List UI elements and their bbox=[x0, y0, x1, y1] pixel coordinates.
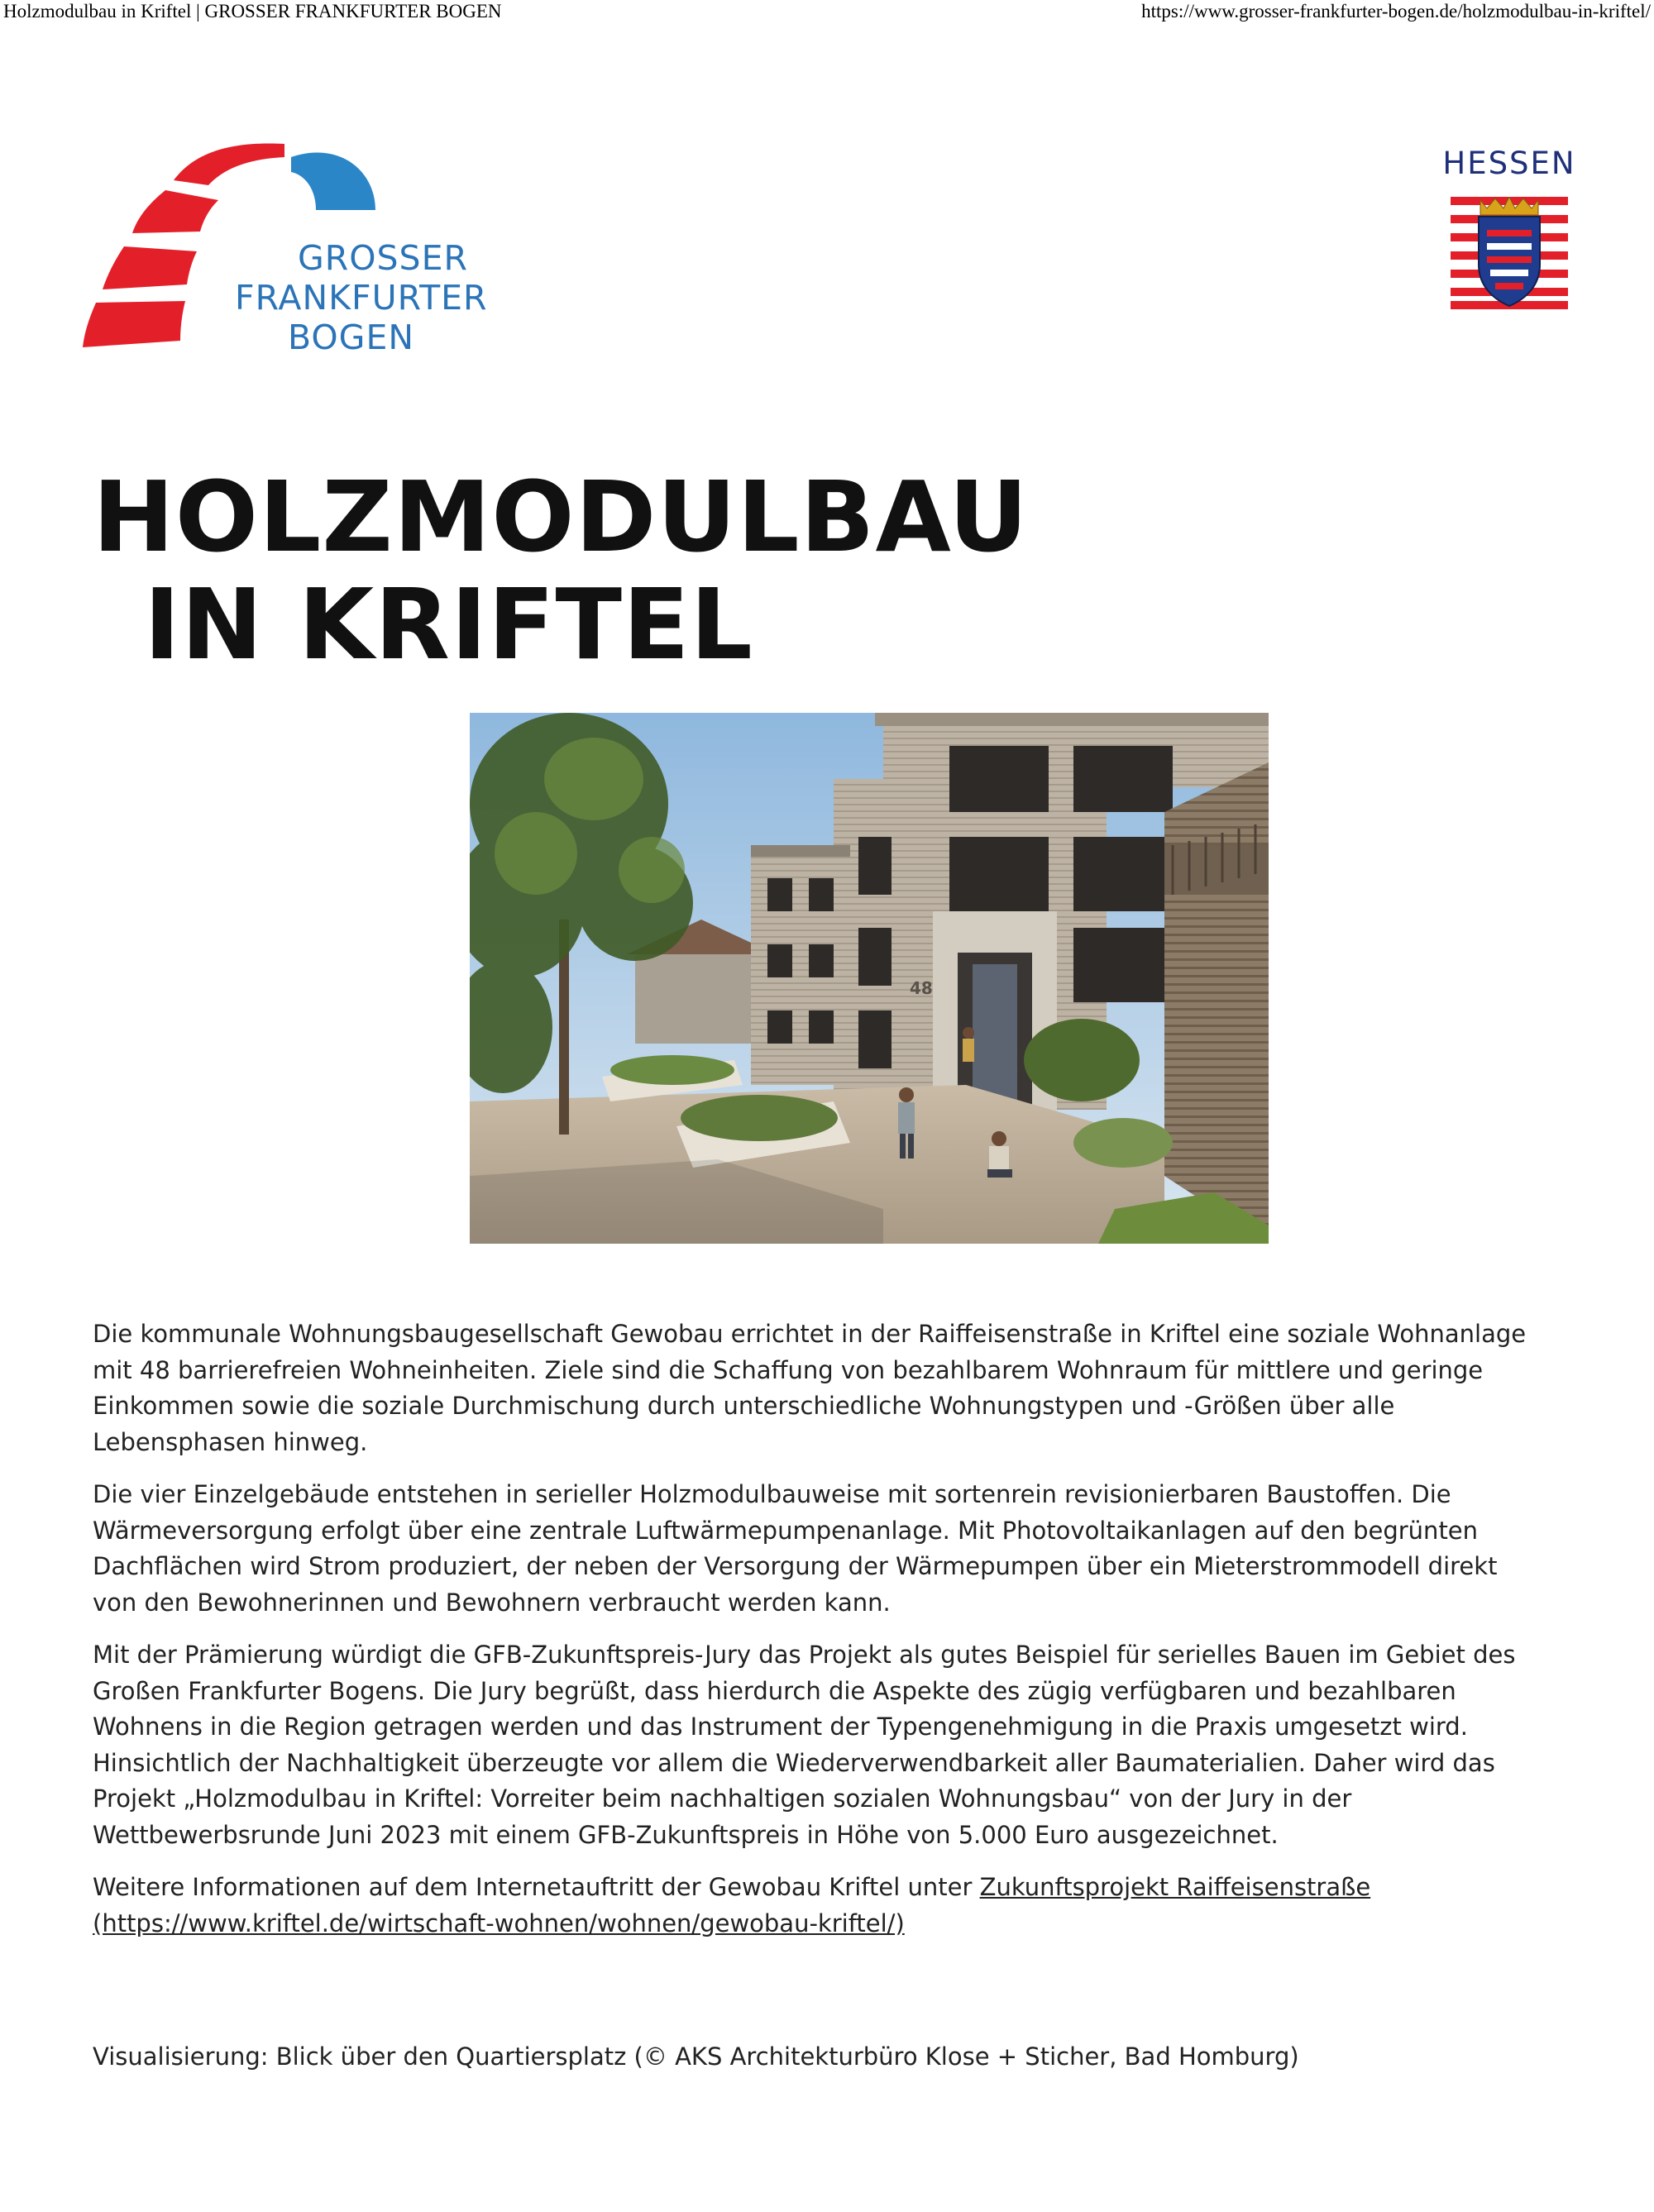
print-header-url: https://www.grosser-frankfurter-bogen.de/holzmodulbau-in-kriftel/ bbox=[1141, 1, 1651, 21]
paragraph-1: Die kommunale Wohnungsbaugesellschaft Gewobau errichtet in der Raiffeisenstraße in Kriftel eine soziale Wohnanlage mit 48 barrierefreien Wohneinheiten. Ziele sind die Schaffung von bezahlbarem Wohnraum für mittlere und geringe Einkommen sowie die soziale Durchmischung durch unterschiedliche Wohnungstypen und -Größen über alle Lebensphasen hinweg. bbox=[93, 1320, 1527, 1456]
paragraph-3: Mit der Prämierung würdigt die GFB-Zukunftspreis-Jury das Projekt als gutes Beispiel für serielles Bauen im Gebiet des Großen Frankfurter Bogens. Die Jury begrüßt, dass hierdurch die Aspekte des zügig verfügbaren und bezahlbaren Wohnens in die Region getragen werden und das Instrument der Typengenehmigung in die Praxis umgesetzt wird. Hinsichtlich der Nachhaltigkeit überzeugte vor allem die Wiederverwendbarkeit aller Baumaterialien. Daher wird das Projekt „Holzmodulbau in Kriftel: Vorreiter beim nachhaltigen sozialen Wohnungsbau“ von der Jury in der Wettbewerbsrunde Juni 2023 mit einem GFB-Zukunftspreis in Höhe von 5.000 Euro ausgezeichnet. bbox=[93, 1641, 1516, 1849]
paragraph-2: Die vier Einzelgebäude entstehen in serieller Holzmodulbauweise mit sortenrein revisionierbaren Baustoffen. Die Wärmeversorgung erfolgt über eine zentrale Luftwärmepumpenanlage. Mit Photovoltaikanlagen auf den begrünten Dachflächen wird Strom produziert, der neben der Versorgung der Wärmepumpen über ein Mieterstrommodell direkt von den Bewohnerinnen und Bewohnern verbraucht werden kann. bbox=[93, 1480, 1498, 1617]
hessen-label: HESSEN bbox=[1442, 146, 1576, 181]
page-title bbox=[93, 460, 1029, 681]
logo-line-1: GROSSER bbox=[298, 238, 468, 278]
logo-line-3: BOGEN bbox=[288, 318, 415, 357]
more-info-url[interactable]: (https://www.kriftel.de/wirtschaft-wohnen/wohnen/gewobau-kriftel/) bbox=[93, 1909, 905, 1937]
logo-line-2: FRANKFURTER bbox=[235, 278, 488, 318]
hessen-logo-link[interactable] bbox=[1439, 146, 1580, 311]
article-body bbox=[93, 1316, 1548, 1958]
building-render-image bbox=[470, 713, 1269, 1244]
image-caption: Visualisierung: Blick über den Quartiersplatz (© AKS Architekturbüro Klose + Sticher, Bad Homburg) bbox=[93, 2042, 1299, 2071]
title-line-1: HOLZMODULBAU bbox=[93, 460, 1029, 574]
print-header-title: Holzmodulbau in Kriftel | GROSSER FRANKFURTER BOGEN bbox=[3, 1, 502, 21]
print-header bbox=[0, 0, 1654, 28]
gfb-logo-link[interactable] bbox=[68, 139, 531, 370]
more-info-link[interactable]: Zukunftsprojekt Raiffeisenstraße bbox=[979, 1873, 1371, 1901]
title-line-2: IN KRIFTEL bbox=[144, 567, 753, 681]
more-info-prefix: Weitere Informationen auf dem Internetauftritt der Gewobau Kriftel unter bbox=[93, 1873, 980, 1901]
hessen-coat-of-arms-icon bbox=[1451, 197, 1568, 309]
svg-text:48: 48 bbox=[910, 978, 933, 998]
more-info-paragraph bbox=[93, 1870, 1548, 1942]
